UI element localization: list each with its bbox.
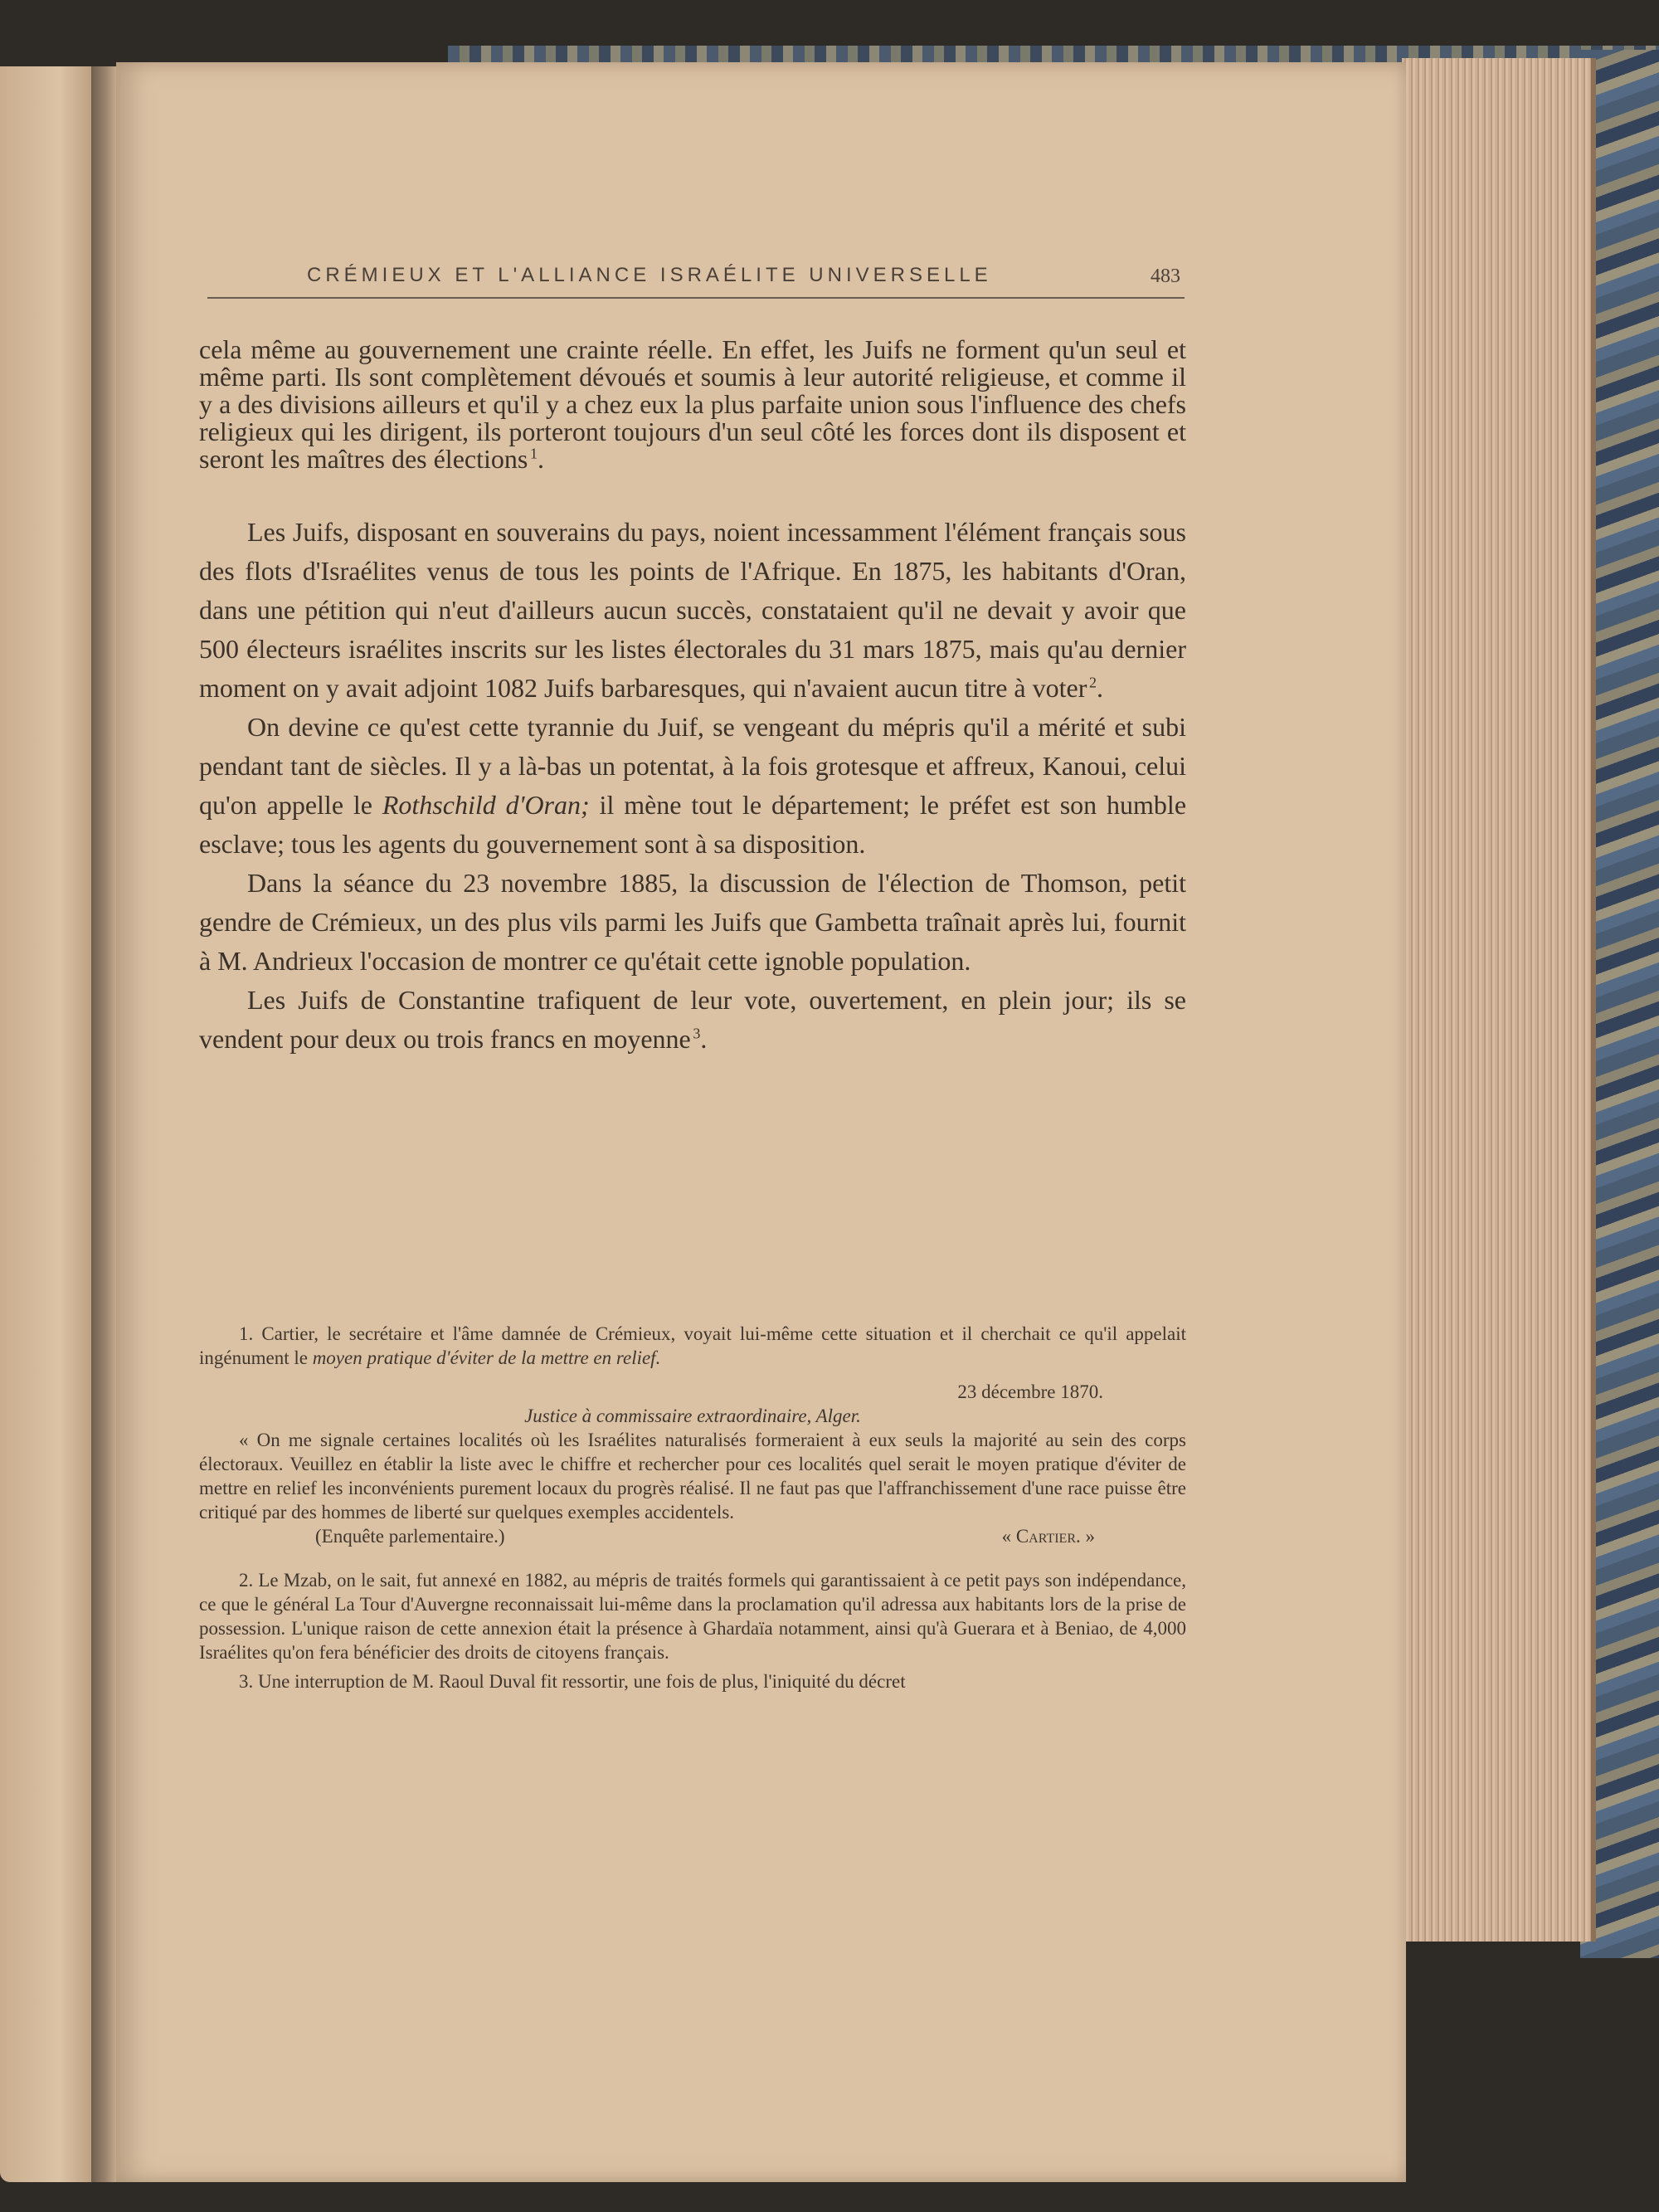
main-text [199, 336, 1186, 1059]
paragraph-1 [199, 336, 1186, 473]
paragraph-1-end: . [538, 444, 544, 474]
book-gutter [91, 66, 116, 2182]
footnote-3: 3. Une interruption de M. Raoul Duval fit ressortir, une fois de plus, l'iniquité du décret [239, 1671, 906, 1692]
footnote-1-italic: moyen pratique d'éviter de la mettre en relief. [312, 1347, 661, 1368]
header-rule [207, 297, 1185, 299]
footnote-1-text: 1. Cartier, le secrétaire et l'âme damnée de Crémieux, voyait lui-même cette situation et il cherchait ce qu'il appelait ingénument le [199, 1323, 1186, 1368]
footnote-1-date: 23 décembre 1870. [957, 1381, 1103, 1402]
footnote-ref-2: 2 [1089, 674, 1097, 691]
paragraph-2-text: Les Juifs, disposant en souverains du pays, noient incessamment l'élément français sous des flots d'Israélites venus de tous les points de l'Afrique. En 1875, les habitants d'Oran, dans une pétition qui n'eut d'ailleurs aucun succès, constataient qu'il ne devait y avoir que 500 électeurs israélites inscrits sur les listes électorales du 31 mars 1875, mais qu'au dernier moment on y avait adjoint 1082 Juifs barbaresques, qui n'avaient aucun titre à voter [199, 517, 1186, 703]
paragraph-2-end: . [1097, 673, 1104, 703]
paragraph-4 [199, 864, 1186, 981]
page-number: 483 [1151, 266, 1180, 287]
footnotes [199, 1322, 1186, 1693]
left-page-edge [0, 66, 98, 2182]
footnote-ref-3: 3 [693, 1025, 701, 1042]
book-page [116, 62, 1406, 2182]
page-edges [1402, 58, 1596, 1942]
paragraph-3-italic: Rothschild d'Oran; [382, 790, 590, 820]
footnote-1 [199, 1322, 1186, 1370]
footnote-1-signature-row [199, 1524, 1186, 1548]
paragraph-1-text: cela même au gouvernement une crainte réelle. En effet, les Juifs ne forment qu'un seul et même parti. Ils sont complètement dévoués et soumis à leur autorité religieuse, et comme il y a des divisions ailleurs et qu'il y a chez eux la plus parfaite union sous l'influence des chefs religieux qui les dirigent, ils porteront toujours d'un seul côté les forces dont ils disposent et seront les maîtres des élections [199, 334, 1186, 474]
footnote-1-address: Justice à commissaire extraordinaire, Alger. [524, 1406, 861, 1426]
paragraph-3-text-b: il mène tout le département; le préfet est son humble esclave; tous les agents du gouvernement sont à sa disposition. [199, 790, 1187, 859]
running-head: CRÉMIEUX ET L'ALLIANCE ISRAÉLITE UNIVERSELLE [307, 264, 992, 286]
footnote-1-signature: « Cartier. » [1001, 1526, 1095, 1547]
paragraph-5-end: . [700, 1024, 708, 1054]
footnote-1-quote: « On me signale certaines localités où les Israélites naturalisés formeraient à eux seuls la majorité au sein des corps électoraux. Veuillez en établir la liste avec le chiffre et rechercher pour ces localités quel serait le moyen pratique d'éviter de mettre en relief les inconvénients purement locaux du progrès réalisé. Il ne faut pas que l'affranchissement d'une race puisse être critiqué par des hommes de liberté sur quelques exemples accidentels. [199, 1430, 1186, 1523]
paragraph-5-text: Les Juifs de Constantine trafiquent de leur vote, ouvertement, en plein jour; ils se vendent pour deux ou trois francs en moyenne [199, 985, 1186, 1054]
footnote-ref-1: 1 [530, 445, 538, 462]
paragraph-3 [199, 708, 1186, 864]
paragraph-5 [199, 981, 1186, 1059]
paragraph-2 [199, 513, 1186, 708]
footnote-2: 2. Le Mzab, on le sait, fut annexé en 1882, au mépris de traités formels qui garantissaient à ce petit pays son indépendance, ce que le général La Tour d'Auvergne reconnaissait lui-même dans la proclamation qu'il adressa aux habitants lors de la prise de possession. L'unique raison de cette annexion était la présence à Ghardaïa notamment, ainsi qu'à Guerara et à Beniao, de 4,000 Israélites qu'on fera bénéficier des droits de citoyens français. [199, 1570, 1186, 1663]
footnote-1-source: (Enquête parlementaire.) [315, 1526, 505, 1547]
paragraph-4-text: Dans la séance du 23 novembre 1885, la discussion de l'élection de Thomson, petit gendre de Crémieux, un des plus vils parmi les Juifs que Gambetta traînait après lui, fournit à M. Andrieux l'occasion de montrer ce qu'était cette ignoble population. [199, 868, 1186, 976]
paragraph-3-text-a: On devine ce qu'est cette tyrannie du Juif, se vengeant du mépris qu'il a mérité et subi pendant tant de siècles. Il y a là-bas un potentat, à la fois grotesque et affreux, Kanoui, celui qu'on appelle le [199, 712, 1186, 820]
